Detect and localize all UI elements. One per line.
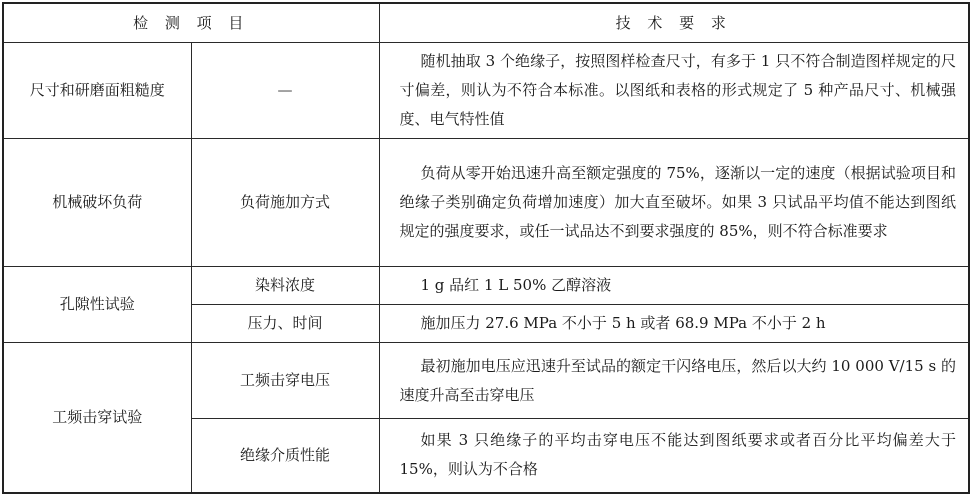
requirement-text: 1 g 品红 1 L 50% 乙醇溶液 [420,276,612,294]
row-requirement [379,267,969,305]
row-subitem: — [191,43,379,139]
row-requirement [379,305,969,343]
row-category: 尺寸和研磨面粗糙度 [3,43,191,139]
row-category: 机械破坏负荷 [3,139,191,267]
row-requirement [379,43,969,139]
requirement-text: 随机抽取 3 个绝缘子，按照图样检查尺寸，有多于 1 只不符合制造图样规定的尺寸偏差，则认为不符合本标准。以图纸和表格的形式规定了 5 种产品尺寸、机械强度、电气特性值 [399,52,956,128]
row-category: 孔隙性试验 [3,267,191,343]
row-category: 工频击穿试验 [3,343,191,493]
row-subitem: 染料浓度 [191,267,379,305]
table-row [3,139,969,267]
row-requirement [379,419,969,493]
table-row [3,43,969,139]
header-technical-requirement: 技 术 要 求 [379,3,969,43]
row-subitem: 压力、时间 [191,305,379,343]
row-requirement [379,139,969,267]
requirement-text: 施加压力 27.6 MPa 不小于 5 h 或者 68.9 MPa 不小于 2 h [420,314,826,332]
table-row [3,343,969,419]
requirement-text: 负荷从零开始迅速升高至额定强度的 75%，逐渐以一定的速度（根据试验项目和绝缘子类别确定负荷增加速度）加大直至破坏。如果 3 只试品平均值不能达到图纸规定的强度要求，或任一试品达不到要求强度的 85%，则不符合标准要求 [399,164,956,240]
row-subitem: 绝缘介质性能 [191,419,379,493]
table-row [3,267,969,305]
table-header-row [3,3,969,43]
requirement-text: 如果 3 只绝缘子的平均击穿电压不能达到图纸要求或者百分比平均偏差大于 15%，则认为不合格 [399,431,956,479]
row-requirement [379,343,969,419]
row-subitem: 负荷施加方式 [191,139,379,267]
requirements-table [2,2,970,494]
header-test-item: 检 测 项 目 [3,3,379,43]
row-subitem: 工频击穿电压 [191,343,379,419]
requirement-text: 最初施加电压应迅速升至试品的额定干闪络电压，然后以大约 10 000 V/15 s 的速度升高至击穿电压 [399,356,956,404]
